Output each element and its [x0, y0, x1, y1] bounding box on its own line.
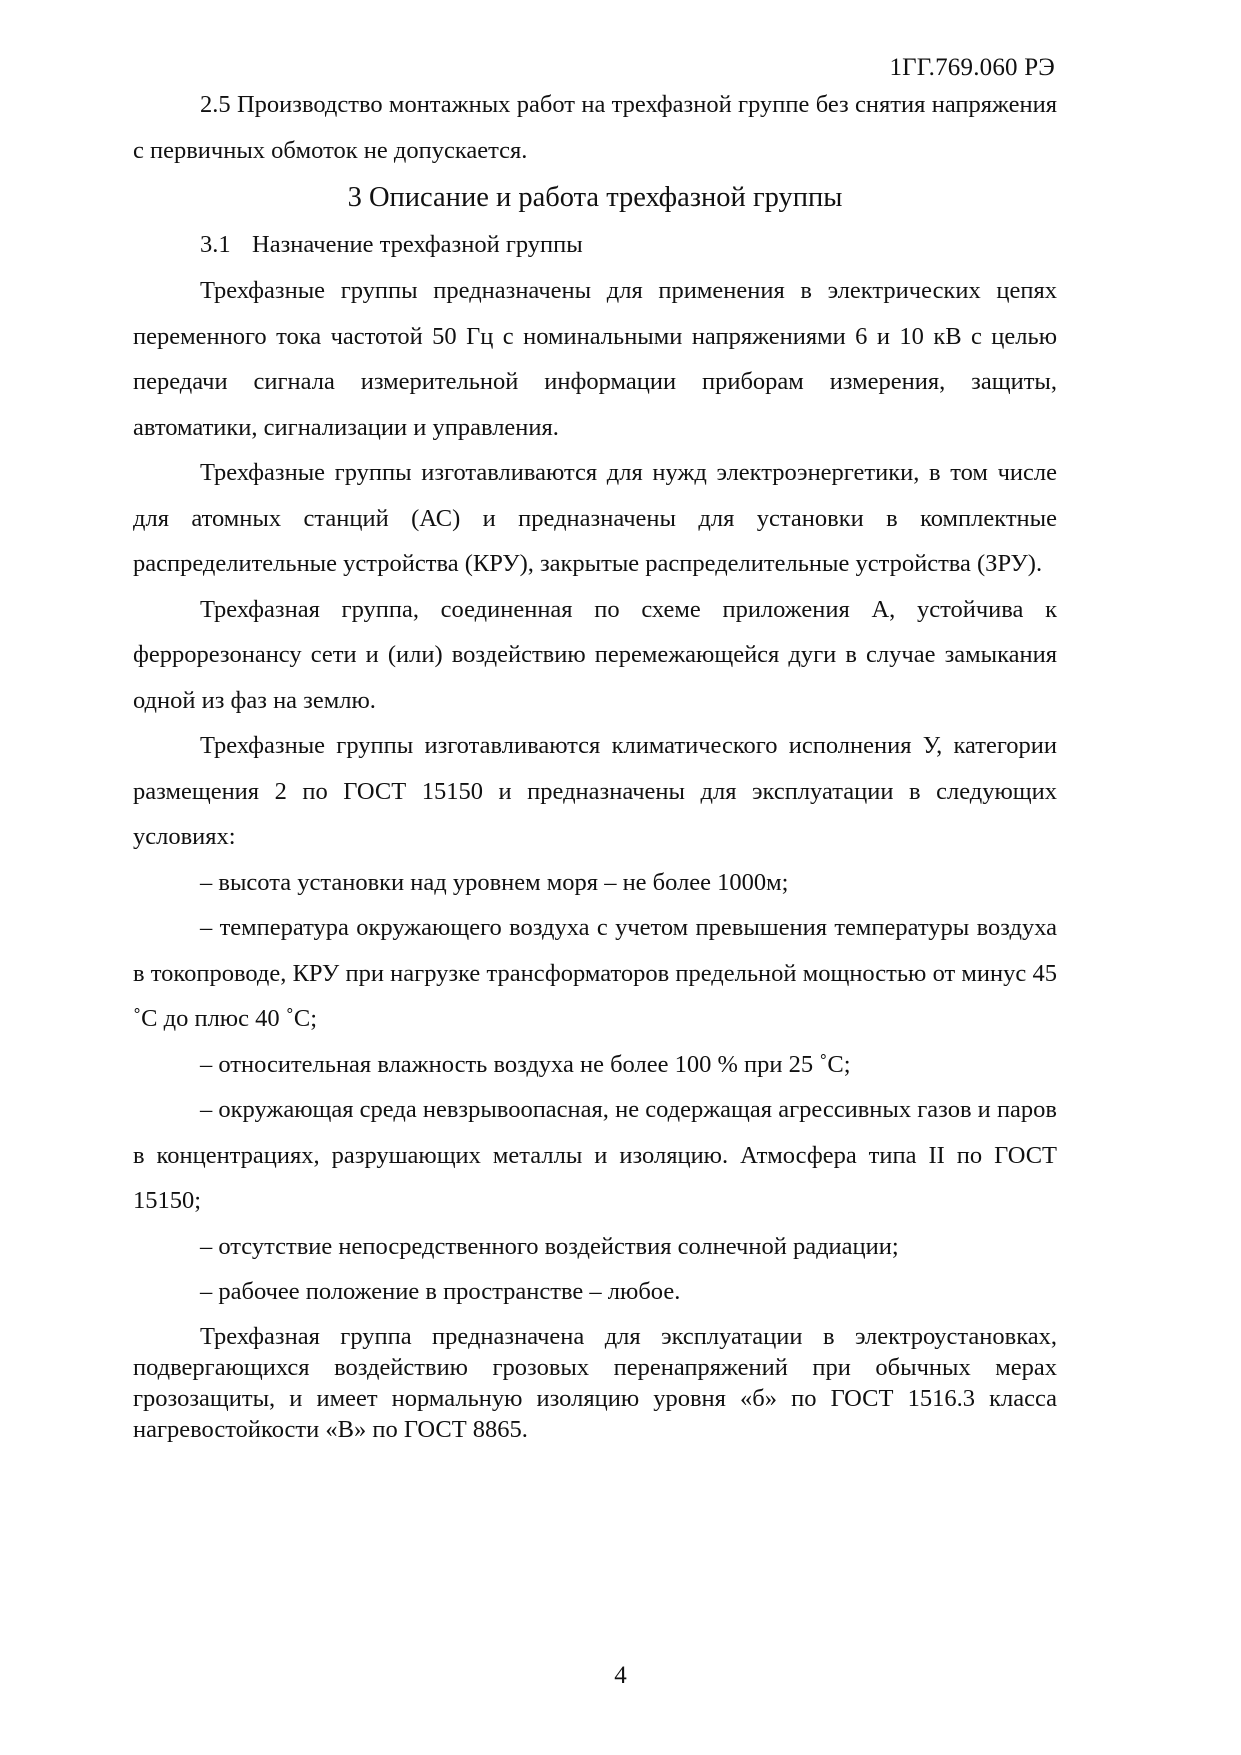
subsection-text: Назначение трехфазной группы [252, 231, 583, 258]
paragraph: Трехфазная группа, соединенная по схеме приложения А, устойчива к феррорезонансу сети и (или) воздействию перемежающейся дуги в случае замыкания одной из фаз на землю. [133, 595, 1057, 714]
condition-item: – окружающая среда невзрывоопасная, не содержащая агрессивных газов и паров в концентрациях, разрушающих металлы и изоляцию. Атмосфера типа II по ГОСТ 15150; [133, 1096, 1057, 1214]
condition-item: – относительная влажность воздуха не более 100 % при 25 ˚С; [200, 1050, 851, 1078]
paragraph: Трехфазные группы изготавливаются для нужд электроэнергетики, в том числе для атомных станций (АС) и предназначены для установки в комплектные распределительные устройства (КРУ), закрытые распределительные устройства (ЗРУ). [133, 459, 1057, 577]
paragraph: Трехфазные группы предназначены для применения в электрических цепях переменного тока частотой 50 Гц с номинальными напряжениями 6 и 10 кВ с целью передачи сигнала измерительной информации приборам измерения, защиты, автоматики, сигнализации и управления. [133, 277, 1057, 441]
section-3 [133, 174, 1057, 268]
subsection-title [133, 222, 1057, 268]
condition-item: – температура окружающего воздуха с учетом превышения температуры воздуха в токопроводе, КРУ при нагрузке трансформаторов предельной мощностью от минус 45 ˚С до плюс 40 ˚С; [133, 914, 1057, 1032]
paragraph: Трехфазные группы изготавливаются климатического исполнения У, категории размещения 2 по ГОСТ 15150 и предназначены для эксплуатации в следующих условиях: [133, 732, 1057, 850]
document-code: 1ГГ.769.060 РЭ [889, 54, 1055, 81]
page-number: 4 [614, 1662, 627, 1689]
final-paragraph: Трехфазная группа предназначена для эксплуатации в электроустановках, подвергающихся воздействию грозовых перенапряжений при обычных мерах грозозащиты, и имеет нормальную изоляцию уровня «б» по ГОСТ 1516.3 класса нагревостойкости «В» по ГОСТ 8865. [133, 1322, 1057, 1443]
paragraph-2-5: 2.5 Производство монтажных работ на трехфазной группе без снятия напряжения с первичных обмоток не допускается. [133, 91, 1057, 164]
subsection-number: 3.1 [200, 231, 231, 258]
section-title: 3 Описание и работа трехфазной группы [347, 182, 843, 213]
body-top [133, 82, 1057, 173]
body-main [133, 268, 1057, 1445]
condition-item: – высота установки над уровнем моря – не более 1000м; [200, 868, 789, 896]
condition-item: – отсутствие непосредственного воздействия солнечной радиации; [200, 1232, 899, 1260]
condition-item: – рабочее положение в пространстве – любое. [200, 1278, 681, 1305]
